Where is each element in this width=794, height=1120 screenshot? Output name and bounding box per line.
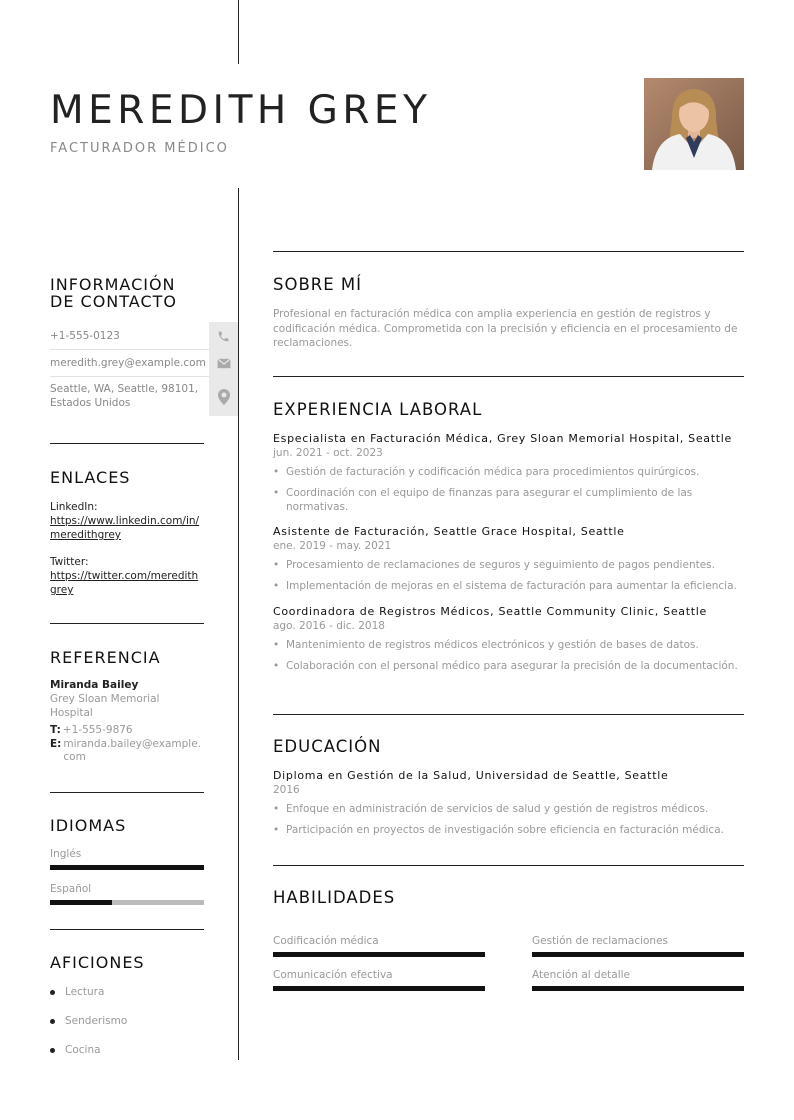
reference-phone-label: T:: [50, 724, 61, 736]
hobby-item: [50, 985, 204, 999]
links-section: [50, 469, 204, 597]
twitter-label: Twitter:: [50, 556, 89, 568]
contact-title: INFORMACIÓN DE CONTACTO: [50, 275, 177, 311]
about-text: Profesional en facturación médica con amplia experiencia en gestión de registros y codificación médica. Comprometida con la precisión y eficiencia en el procesamiento de reclamaciones.: [273, 308, 738, 349]
language-item: [50, 847, 204, 870]
links-title: ENLACES: [50, 468, 131, 487]
about-title: SOBRE MÍ: [273, 275, 363, 294]
reference-email-value: miranda.bailey@example.com: [63, 738, 202, 763]
vertical-divider-top: [238, 0, 239, 64]
sidebar-divider: [50, 792, 204, 793]
hobby-text: Lectura: [65, 986, 105, 998]
reference-title: REFERENCIA: [50, 648, 161, 667]
linkedin-label: LinkedIn:: [50, 501, 98, 513]
education-bullet: • Participación en proyectos de investigación sobre eficiencia en facturación médica.: [273, 824, 724, 836]
job-bullet-text: Implementación de mejoras en el sistema de facturación para aumentar la eficiencia.: [286, 580, 737, 592]
job-entry: [273, 525, 744, 593]
main-divider: [273, 714, 744, 715]
skill-item: [532, 968, 744, 991]
skills-section: [273, 889, 744, 907]
bullet-icon: [50, 1019, 55, 1024]
languages-section: [50, 817, 204, 905]
job-entry-title: Coordinadora de Registros Médicos, Seattle Community Clinic, Seattle: [273, 605, 707, 618]
linkedin-block: [50, 500, 204, 542]
profile-photo-image: [644, 78, 744, 170]
skill-level-bar: [273, 952, 485, 957]
skill-level-bar: [273, 986, 485, 991]
job-bullet-text: Procesamiento de reclamaciones de seguros y seguimiento de pagos pendientes.: [286, 559, 715, 571]
skills-title: HABILIDADES: [273, 888, 396, 907]
contact-section: [50, 276, 204, 310]
skill-item: [532, 934, 744, 957]
job-bullet: • Mantenimiento de registros médicos electrónicos y gestión de bases de datos.: [273, 639, 699, 651]
contact-address: Seattle, WA, Seattle, 98101, Estados Unidos: [50, 383, 199, 409]
skill-level-bar: [532, 952, 744, 957]
linkedin-link[interactable]: https://www.linkedin.com/in/meredithgrey: [50, 515, 200, 541]
degree-title: Diploma en Gestión de la Salud, Universidad de Seattle, Seattle: [273, 769, 669, 782]
job-bullet: • Gestión de facturación y codificación médica para procedimientos quirúrgicos.: [273, 466, 700, 478]
skill-level-bar: [532, 986, 744, 991]
reference-phone: [50, 724, 204, 737]
job-bullet-text: Colaboración con el personal médico para asegurar la precisión de la documentación.: [286, 660, 738, 672]
bullet-icon: [50, 990, 55, 995]
job-bullet: • Colaboración con el personal médico para asegurar la precisión de la documentación.: [273, 660, 738, 672]
mail-icon: [209, 350, 238, 377]
job-bullet-text: Mantenimiento de registros médicos electrónicos y gestión de bases de datos.: [286, 639, 699, 651]
education-title: EDUCACIÓN: [273, 737, 382, 756]
sidebar-divider: [50, 443, 204, 444]
skill-item: [273, 934, 532, 957]
hobby-item: [50, 1014, 204, 1028]
education-bullet-text: Participación en proyectos de investigación sobre eficiencia en facturación médica.: [286, 824, 724, 836]
main-divider: [273, 376, 744, 377]
contact-email-row: [50, 350, 238, 377]
job-entry: [273, 432, 744, 514]
bullet-icon: [50, 1048, 55, 1053]
reference-name: Miranda Bailey: [50, 679, 139, 691]
job-bullet-text: Gestión de facturación y codificación médica para procedimientos quirúrgicos.: [286, 466, 700, 478]
job-entry-dates: ene. 2019 - may. 2021: [273, 540, 392, 552]
job-title: FACTURADOR MÉDICO: [50, 141, 229, 156]
education-section: [273, 738, 744, 837]
job-bullet: • Implementación de mejoras en el sistema de facturación para aumentar la eficiencia.: [273, 580, 737, 592]
reference-org: Grey Sloan Memorial Hospital: [50, 693, 160, 719]
skill-name: Codificación médica: [273, 935, 379, 947]
education-bullet-text: Enfoque en administración de servicios de salud y gestión de registros médicos.: [286, 803, 709, 815]
skill-name: Atención al detalle: [532, 969, 630, 981]
sidebar-divider: [50, 623, 204, 624]
job-bullet-text: Coordinación con el equipo de finanzas para asegurar el cumplimiento de las normativas.: [286, 487, 693, 513]
hobby-text: Cocina: [65, 1044, 101, 1056]
language-level-fill: [50, 865, 204, 870]
contact-phone-row: [50, 322, 238, 350]
candidate-name: MEREDITH GREY: [50, 88, 432, 133]
job-entry: [273, 605, 744, 673]
hobbies-title: AFICIONES: [50, 953, 145, 972]
skill-name: Gestión de reclamaciones: [532, 935, 669, 947]
profile-photo: [644, 78, 744, 170]
job-entry-title: Asistente de Facturación, Seattle Grace Hospital, Seattle: [273, 525, 625, 538]
language-item: [50, 882, 204, 905]
about-section: [273, 276, 744, 351]
language-name: Español: [50, 883, 92, 895]
reference-email-label: E:: [50, 738, 62, 750]
job-entry-dates: jun. 2021 - oct. 2023: [273, 447, 383, 459]
experience-title: EXPERIENCIA LABORAL: [273, 400, 483, 419]
contact-address-row: [50, 377, 238, 416]
skill-name: Comunicación efectiva: [273, 969, 393, 981]
reference-section: [50, 649, 204, 764]
skill-item: [273, 968, 532, 991]
language-level-bar: [50, 865, 204, 870]
hobby-text: Senderismo: [65, 1015, 128, 1027]
hobbies-section: [50, 954, 204, 1057]
hobby-item: [50, 1043, 204, 1057]
job-bullet: • Procesamiento de reclamaciones de seguros y seguimiento de pagos pendientes.: [273, 559, 715, 571]
main-divider: [273, 865, 744, 866]
reference-email: [50, 738, 204, 764]
main-divider: [273, 251, 744, 252]
experience-section: [273, 401, 744, 673]
sidebar-divider: [50, 929, 204, 930]
twitter-link[interactable]: https://twitter.com/meredithgrey: [50, 570, 199, 596]
reference-phone-value: +1-555-9876: [62, 724, 133, 736]
degree-year: 2016: [273, 784, 300, 796]
language-level-bar: [50, 900, 204, 905]
phone-icon: [209, 322, 238, 350]
job-entry-title: Especialista en Facturación Médica, Grey Sloan Memorial Hospital, Seattle: [273, 432, 732, 445]
job-bullet: • Coordinación con el equipo de finanzas para asegurar el cumplimiento de las normativas.: [273, 486, 744, 514]
vertical-divider: [238, 188, 239, 1060]
skills-grid: [273, 934, 744, 991]
language-name: Inglés: [50, 848, 82, 860]
language-level-fill: [50, 900, 112, 905]
location-pin-icon: [209, 377, 238, 416]
twitter-block: [50, 555, 204, 597]
languages-title: IDIOMAS: [50, 816, 127, 835]
contact-email: meredith.grey@example.com: [50, 357, 206, 369]
education-entry: [273, 769, 744, 837]
job-entry-dates: ago. 2016 - dic. 2018: [273, 620, 385, 632]
education-bullet: • Enfoque en administración de servicios de salud y gestión de registros médicos.: [273, 803, 709, 815]
contact-phone: +1-555-0123: [50, 330, 120, 342]
